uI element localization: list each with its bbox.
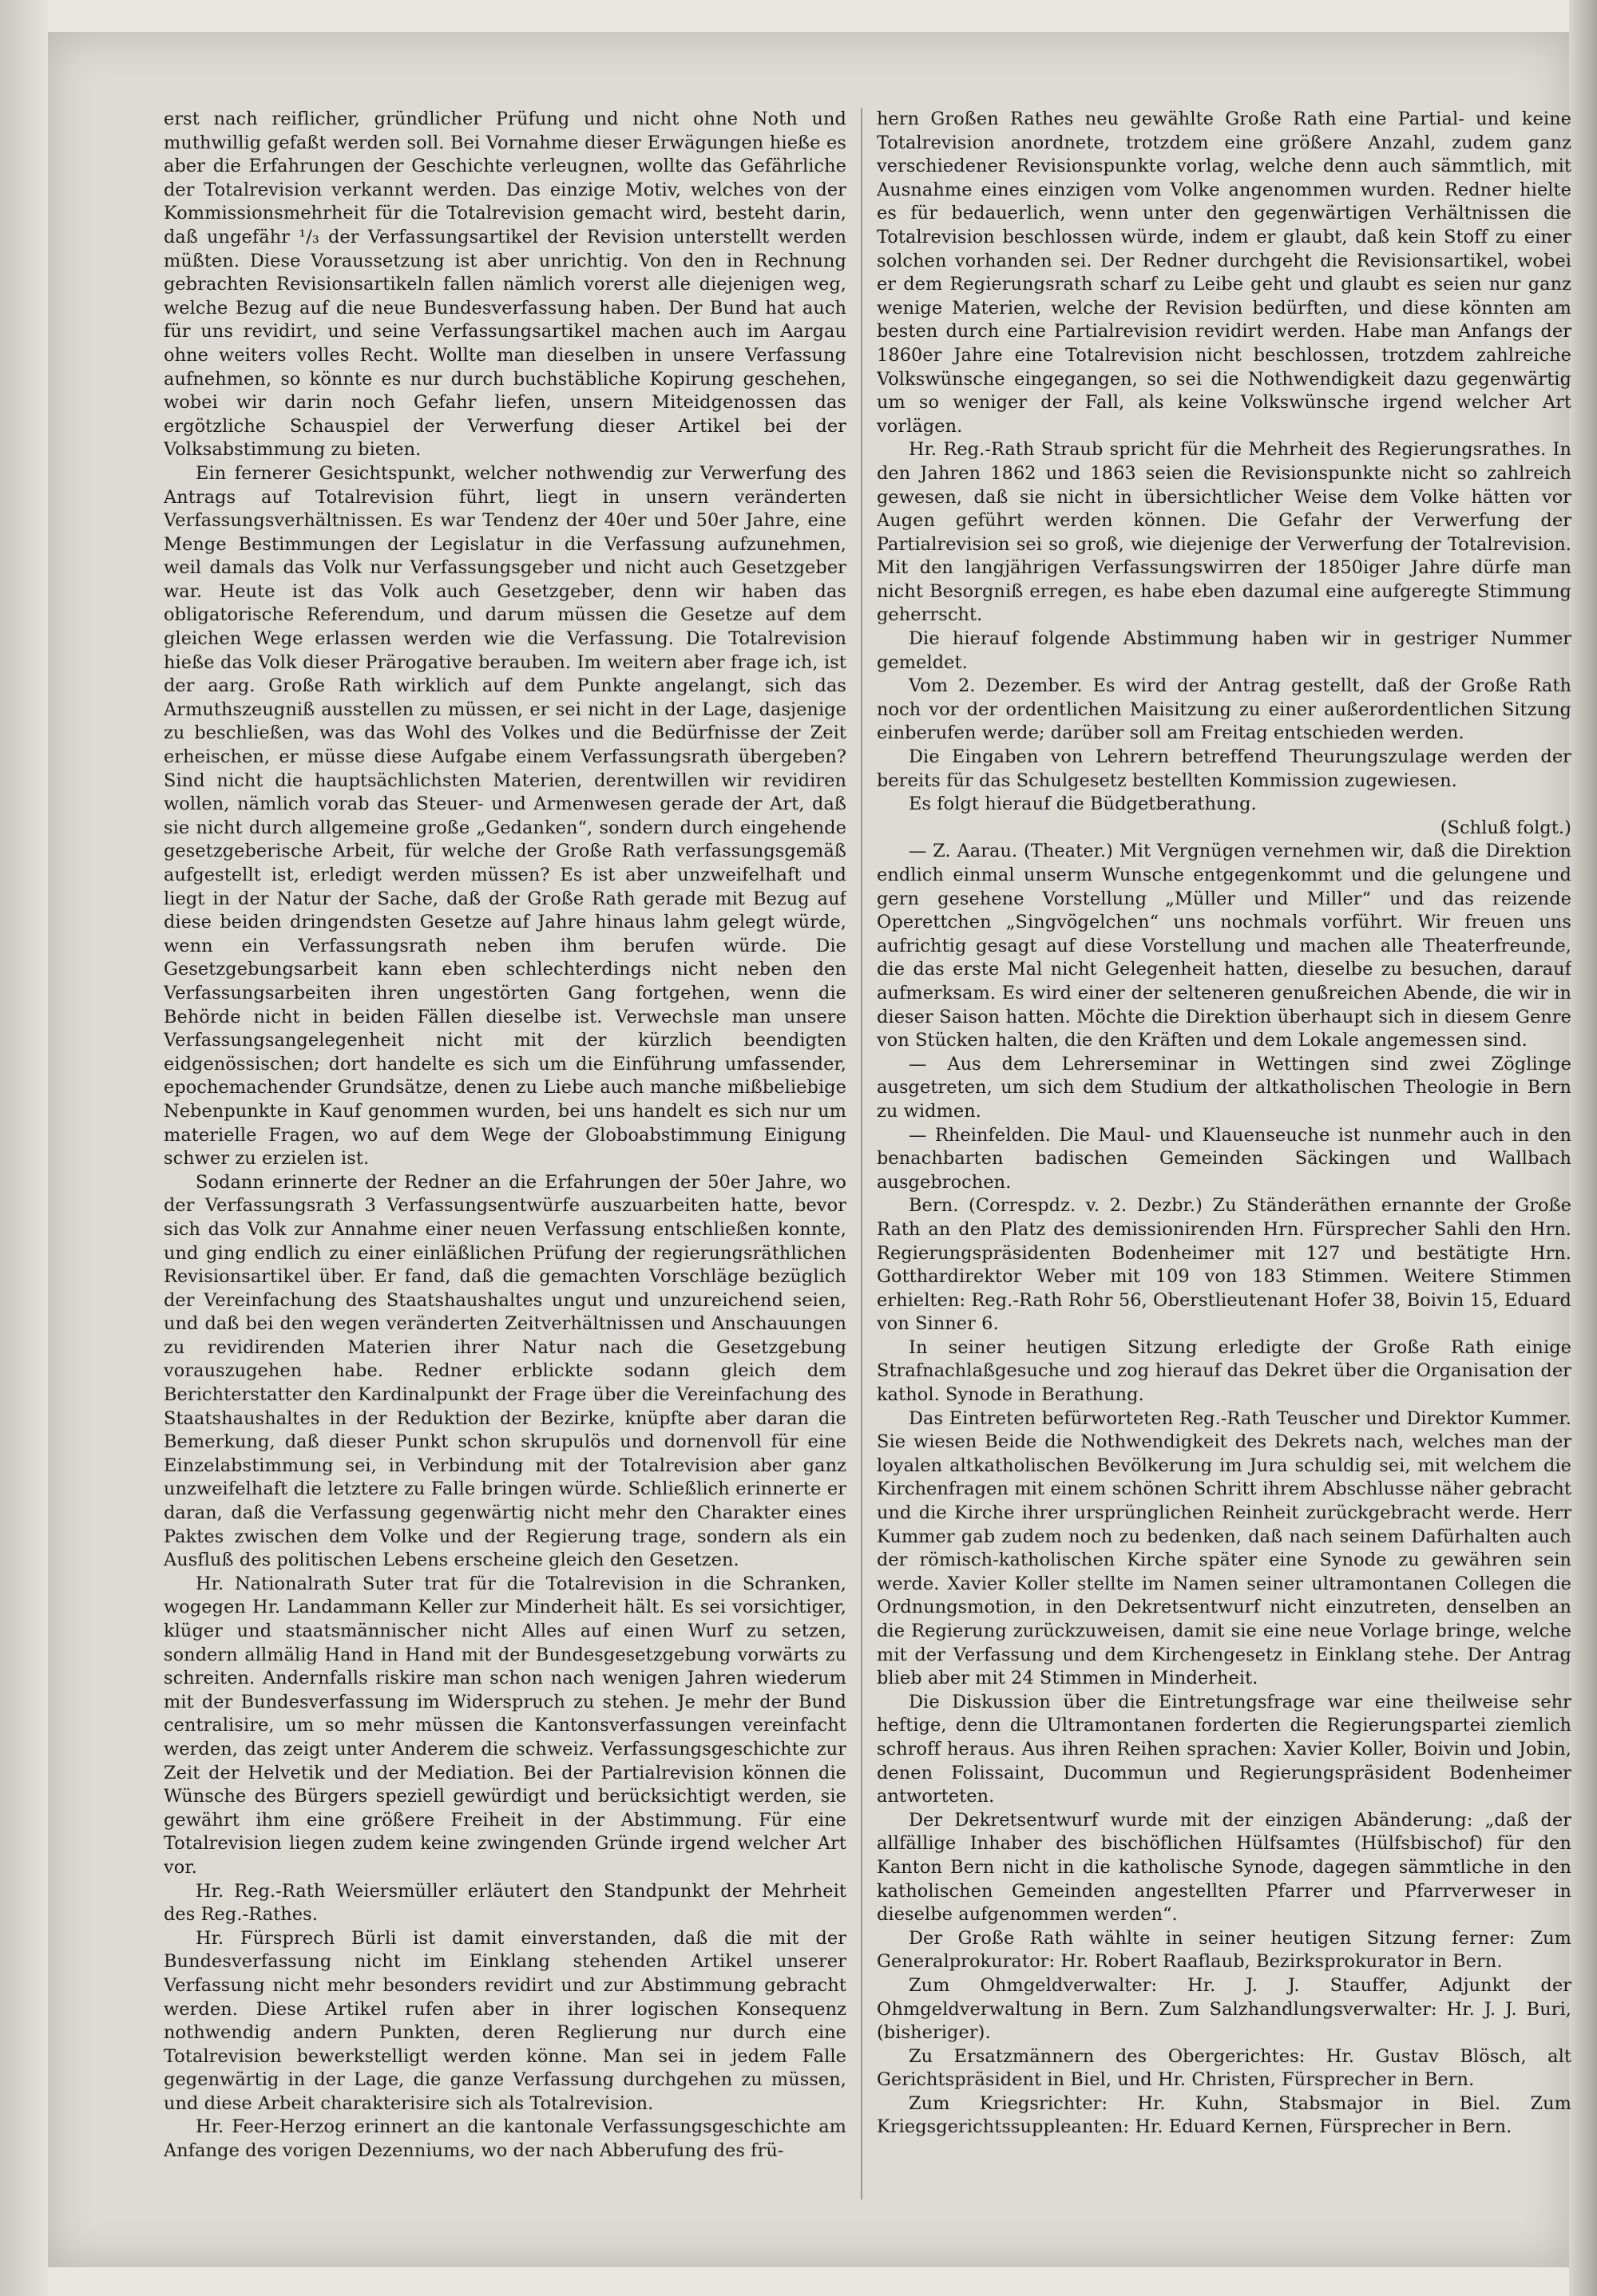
paragraph: Es folgt hierauf die Büdgetberathung. [909, 794, 1257, 815]
page-edge-left [0, 0, 48, 2296]
paragraph: Sodann erinnerte der Redner an die Erfahrungen der 50er Jahre, wo der Verfassungsrath 3 Verfassungsentwürfe auszuarbeiten hatte, bevor sich das Volk zur Annahme einer neuen Verfassung entschließen konnte, und ging endlich zu einer einläßlichen Prüfung der regierungsräthlichen Revisionsartikel über. Er fand, daß die gemachten Vorschläge bezüglich der Vereinfachung des Staatshaushaltes ungut und unzureichend seien, und daß bei den wegen veränderten Zeitverhältnissen und Anschauungen zu revidirenden Materien ihrer Natur nach die Gesetzgebung vorauszugehen habe. Redner erblickte sodann gleich dem Berichterstatter den Kardinalpunkt der Frage über die Vereinfachung des Staatshaushaltes in der Reduktion der Bezirke, knüpfte aber daran die Bemerkung, daß dieser Punkt schon skrupulös und dornenvoll für eine Einzelabstimmung sei, in Verbindung mit der Totalrevision aber ganz unzweifelhaft die letztere zu Falle bringen würde. Schließlich erinnerte er daran, daß die Verfassung gegenwärtig nicht mehr den Charakter eines Paktes zwischen dem Volke und der Regierung trage, sondern als ein Ausfluß des politischen Lebens erscheine gleich den Gesetzen. [164, 1171, 846, 1571]
paragraph: Die Diskussion über die Eintretungsfrage war eine theilweise sehr heftige, denn die Ultramontanen forderten die Regierungspartei ziemlich schroff heraus. Aus ihren Reihen sprachen: Xavier Koller, Boivin und Jobin, denen Folissaint, Ducommun und Regierungspräsident Bodenheimer antworteten. [877, 1691, 1571, 1807]
paragraph: Ein fernerer Gesichtspunkt, welcher nothwendig zur Verwerfung des Antrags auf Totalrevision führt, liegt in unsern veränderten Verfassungsverhältnissen. Es war Tendenz der 40er und 50er Jahre, eine Menge Bestimmungen der Legislatur in die Verfassung aufzunehmen, weil damals das Volk nur Verfassungsgeber und nicht auch Gesetzgeber war. Heute ist das Volk auch Gesetzgeber, denn wir haben das obligatorische Referendum, und darum müssen die Gesetze auf dem gleichen Wege erlassen werden wie die Verfassung. Die Totalrevision hieße das Volk dieser Prärogative berauben. Im weitern aber frage ich, ist der aarg. Große Rath wirklich auf dem Punkte angelangt, sich das Armuthszeugniß ausstellen zu müssen, er sei nicht in der Lage, dasjenige zu beschließen, was das Wohl des Volkes und die Bedürfnisse der Zeit erheischen, er müsse diese Aufgabe einem Verfassungsrath übergeben? Sind nicht die hauptsächlichsten Materien, derentwillen wir revidiren wollen, nämlich vorab das Steuer- und Armenwesen gerade der Art, daß sie nicht durch allgemeine große „Gedanken“, sondern durch eingehende gesetzgeberische Arbeit, für welche der Große Rath verfassungsgemäß aufgestellt ist, erledigt werden müssen? Es ist aber unzweifelhaft und liegt in der Natur der Sache, daß der Große Rath gerade mit Bezug auf diese beiden dringendsten Gesetze auf Jahre hinaus lahm gelegt würde, wenn ein Verfassungsrath neben ihm berufen würde. Die Gesetzgebungsarbeit kann eben schlechterdings nicht neben den Verfassungsarbeiten ihren ungestörten Gang fortgehen, wenn die Behörde nicht in beiden Fällen dieselbe ist. Verwechsle man unsere Verfassungsangelegenheit nicht mit der kürzlich beendigten eidgenössischen; dort handelte es sich um die Einführung umfassender, epochemachender Grundsätze, denen zu Liebe auch manche mißbeliebige Nebenpunkte in Kauf genommen wurden, bei uns handelt es sich nur um materielle Fragen, wo auf dem Wege der Globoabstimmung Einigung schwer zu erzielen ist. [164, 462, 846, 1170]
paragraph: Zu Ersatzmännern des Obergerichtes: Hr. Gustav Blösch, alt Gerichtspräsident in Biel, und Hr. Christen, Fürsprecher in Bern. [877, 2045, 1571, 2091]
paragraph: hern Großen Rathes neu gewählte Große Rath eine Partial- und keine Totalrevision anordnete, trotzdem eine größere Anzahl, zudem ganz verschiedener Revisionspunkte vorlag, welche denn auch sämmtlich, mit Ausnahme eines einzigen vom Volke angenommen wurden. Redner hielte es für bedauerlich, wenn unter den gegenwärtigen Verhältnissen die Totalrevision beschlossen würde, indem er glaubt, daß kein Stoff zu einer solchen vorhanden sei. Der Redner durchgeht die Revisionsartikel, wobei er dem Regierungsrath scharf zu Leibe geht und glaubt es seien nur ganz wenige Materien, welche der Revision bedürften, und diese könnten am besten durch eine Partialrevision revidirt werden. Habe man Anfangs der 1860er Jahre eine Totalrevision nicht beschlossen, trotzdem zahlreiche Volkswünsche eingegangen, so sei die Nothwendigkeit dazu gegenwärtig um so weniger der Fall, als keine Volkswünsche irgend welcher Art vorlägen. [877, 109, 1571, 437]
paragraph: Die hierauf folgende Abstimmung haben wir in gestriger Nummer gemeldet. [877, 628, 1571, 673]
paragraph: Zum Ohmgeldverwalter: Hr. J. J. Stauffer, Adjunkt der Ohmgeldverwaltung in Bern. Zum Salzhandlungsverwalter: Hr. J. J. Buri, (bisheriger). [877, 1974, 1571, 2044]
paragraph: Hr. Fürsprech Bürli ist damit einverstanden, daß die mit der Bundesverfassung nicht im Einklang stehenden Artikel unserer Verfassung nicht mehr besonders revidirt und zur Abstimmung gebracht werden. Diese Artikel rufen aber in ihrer logischen Konsequenz nothwendig andern Punkten, deren Reglierung nur durch eine Totalrevision bewerkstelligt werden könne. Man sei in jedem Falle gegenwärtig in der Lage, die ganze Verfassung durchgehen zu müssen, und diese Arbeit charakterisire sich als Totalrevision. [164, 1927, 846, 2114]
paragraph: Zum Kriegsrichter: Hr. Kuhn, Stabsmajor in Biel. Zum Kriegsgerichtssuppleanten: Hr. Eduard Kernen, Fürsprecher in Bern. [877, 2092, 1571, 2138]
to-be-continued-note: (Schluß folgt.) [1440, 817, 1571, 838]
paragraph: — Rheinfelden. Die Maul- und Klauenseuche ist nunmehr auch in den benachbarten badischen Gemeinden Säckingen und Wallbach ausgebrochen. [877, 1124, 1571, 1193]
paragraph: Der Große Rath wählte in seiner heutigen Sitzung ferner: Zum Generalprokurator: Hr. Robert Raaflaub, Bezirksprokurator in Bern. [877, 1927, 1571, 1973]
page-edge-right [1569, 0, 1597, 2296]
paragraph: Die Eingaben von Lehrern betreffend Theurungszulage werden der bereits für das Schulgesetz bestellten Kommission zugewiesen. [877, 746, 1571, 791]
paragraph: Bern. (Correspdz. v. 2. Dezbr.) Zu Ständeräthen ernannte der Große Rath an den Platz des demissionirenden Hrn. Fürsprecher Sahli den Hrn. Regierungspräsidenten Bodenheimer mit 127 und bestätigte Hrn. Gotthardirektor Weber mit 109 von 183 Stimmen. Weitere Stimmen erhielten: Reg.-Rath Rohr 56, Oberstlieutenant Hofer 38, Boivin 15, Eduard von Sinner 6. [877, 1195, 1571, 1335]
paragraph: Hr. Nationalrath Suter trat für die Totalrevision in die Schranken, wogegen Hr. Landammann Keller zur Minderheit hält. Es sei vorsichtiger, klüger und staatsmännischer nicht Alles auf einen Wurf zu setzen, sondern allmälig Hand in Hand mit der Bundesgesetzgebung vorwärts zu schreiten. Andernfalls riskire man schon nach wenigen Jahren wiederum mit der Bundesverfassung im Widerspruch zu stehen. Je mehr der Bund centralisire, um so mehr müssen die Kantonsverfassungen vereinfacht werden, das zeigt unter Anderem die schweiz. Verfassungsgeschichte zur Zeit der Helvetik und der Mediation. Bei der Partialrevision können die Wünsche des Bürgers speziell gewürdigt und berücksichtigt werden, sie gewährt ihm eine größere Freiheit in der Abstimmung. Für eine Totalrevision liegen zudem keine zwingenden Gründe irgend welcher Art vor. [164, 1573, 846, 1878]
paragraph: Das Eintreten befürworteten Reg.-Rath Teuscher und Direktor Kummer. Sie wiesen Beide die Nothwendigkeit des Dekrets nach, welches man der loyalen altkatholischen Bevölkerung im Jura schuldig sei, mit welchem die Kirchenfragen mit einem schönen Schritt ihrem Abschlusse näher gebracht und die Kirche ihrer ursprünglichen Reinheit zurückgebracht werde. Herr Kummer gab zudem noch zu bedenken, daß nach seinem Dafürhalten auch der römisch-katholischen Kirche später eine Synode zu gewähren sein werde. Xavier Koller stellte im Namen seiner ultramontanen Collegen die Ordnungsmotion, in den Dekretsentwurf nicht einzutreten, denselben an die Regierung zurückzuweisen, damit sie eine neue Vorlage bringe, welche mit der Verfassung und dem Kirchengesetz in Einklang stehe. Der Antrag blieb aber mit 24 Stimmen in Minderheit. [877, 1407, 1571, 1689]
paragraph: Hr. Feer-Herzog erinnert an die kantonale Verfassungsgeschichte am Anfange des vorigen Dezenniums, wo der nach Abberufung des frü- [164, 2116, 846, 2162]
text-column-right [877, 108, 1571, 2199]
paragraph: — Z. Aarau. (Theater.) Mit Vergnügen vernehmen wir, daß die Direktion endlich einmal unserm Wunsche entgegenkommt und die gelungene und gern gesehene Vorstellung „Müller und Miller“ und das reizende Operettchen „Singvögelchen“ uns nochmals vorführt. Wir freuen uns aufrichtig gesagt auf diese Vorstellung und machen alle Theaterfreunde, die das erste Mal nicht Gelegenheit hatten, dieselbe zu besuchen, darauf aufmerksam. Es wird einer der selteneren genußreichen Abende, die wir in dieser Saison hatten. Möchte die Direktion überhaupt sich in diesem Genre von Stücken halten, die den Kräften und dem Lokale angemessen sind. [877, 841, 1571, 1051]
paragraph: Hr. Reg.-Rath Weiersmüller erläutert den Standpunkt der Mehrheit des Reg.-Rathes. [164, 1880, 846, 1926]
text-column-left [164, 108, 846, 2199]
paragraph: Der Dekretsentwurf wurde mit der einzigen Abänderung: „daß der allfällige Inhaber des bischöflichen Hülfsamtes (Hülfsbischof) für den Kanton Bern nicht in die katholische Synode, dagegen sämmtliche in den katholischen Gemeinden angestellten Pfarrer und Pfarrverweser in dieselbe aufgenommen werden“. [877, 1809, 1571, 1926]
paragraph: — Aus dem Lehrerseminar in Wettingen sind zwei Zöglinge ausgetreten, um sich dem Studium der altkatholischen Theologie in Bern zu widmen. [877, 1053, 1571, 1122]
paragraph: Hr. Reg.-Rath Straub spricht für die Mehrheit des Regierungsrathes. In den Jahren 1862 und 1863 seien die Revisionspunkte nicht so zahlreich gewesen, daß sie nicht in übersichtlicher Weise dem Volke hätten vor Augen geführt werden können. Die Gefahr der Verwerfung der Partialrevision sei so groß, wie diejenige der Verwerfung der Totalrevision. Mit den langjährigen Verfassungswirren der 1850iger Jahre dürfe man nicht Besorgniß erregen, es habe eben dazumal eine aufgeregte Stimmung geherrscht. [877, 439, 1571, 626]
paragraph: erst nach reiflicher, gründlicher Prüfung und nicht ohne Noth und muthwillig gefaßt werden soll. Bei Vornahme dieser Erwägungen hieße es aber die Erfahrungen der Geschichte verleugnen, wollte das Gefährliche der Totalrevision verkannt werden. Das einzige Motiv, welches von der Kommissionsmehrheit für die Totalrevision gemacht wird, besteht darin, daß ungefähr ¹/₃ der Verfassungsartikel der Revision unterstellt werden müßten. Diese Voraussetzung ist aber unrichtig. Von den in Rechnung gebrachten Revisionsartikeln fallen nämlich vorerst alle diejenigen weg, welche Bezug auf die neue Bundesverfassung haben. Der Bund hat auch für uns revidirt, und seine Verfassungsartikel machen auch im Aargau ohne weiters volles Recht. Wollte man dieselben in unsere Verfassung aufnehmen, so könnte es nur durch buchstäbliche Kopirung geschehen, wobei wir darin noch Gefahr liefen, unsern Miteidgenossen das ergötzliche Schauspiel der Verwerfung dieser Artikel bei der Volksabstimmung zu bieten. [164, 109, 846, 461]
paragraph: Vom 2. Dezember. Es wird der Antrag gestellt, daß der Große Rath noch vor der ordentlichen Maisitzung zu einer außerordentlichen Sitzung einberufen werde; darüber soll am Freitag entschieden werden. [877, 675, 1571, 744]
column-divider [861, 108, 862, 2199]
paragraph: In seiner heutigen Sitzung erledigte der Große Rath einige Strafnachlaßgesuche und zog hierauf das Dekret über die Organisation der kathol. Synode in Berathung. [877, 1336, 1571, 1406]
